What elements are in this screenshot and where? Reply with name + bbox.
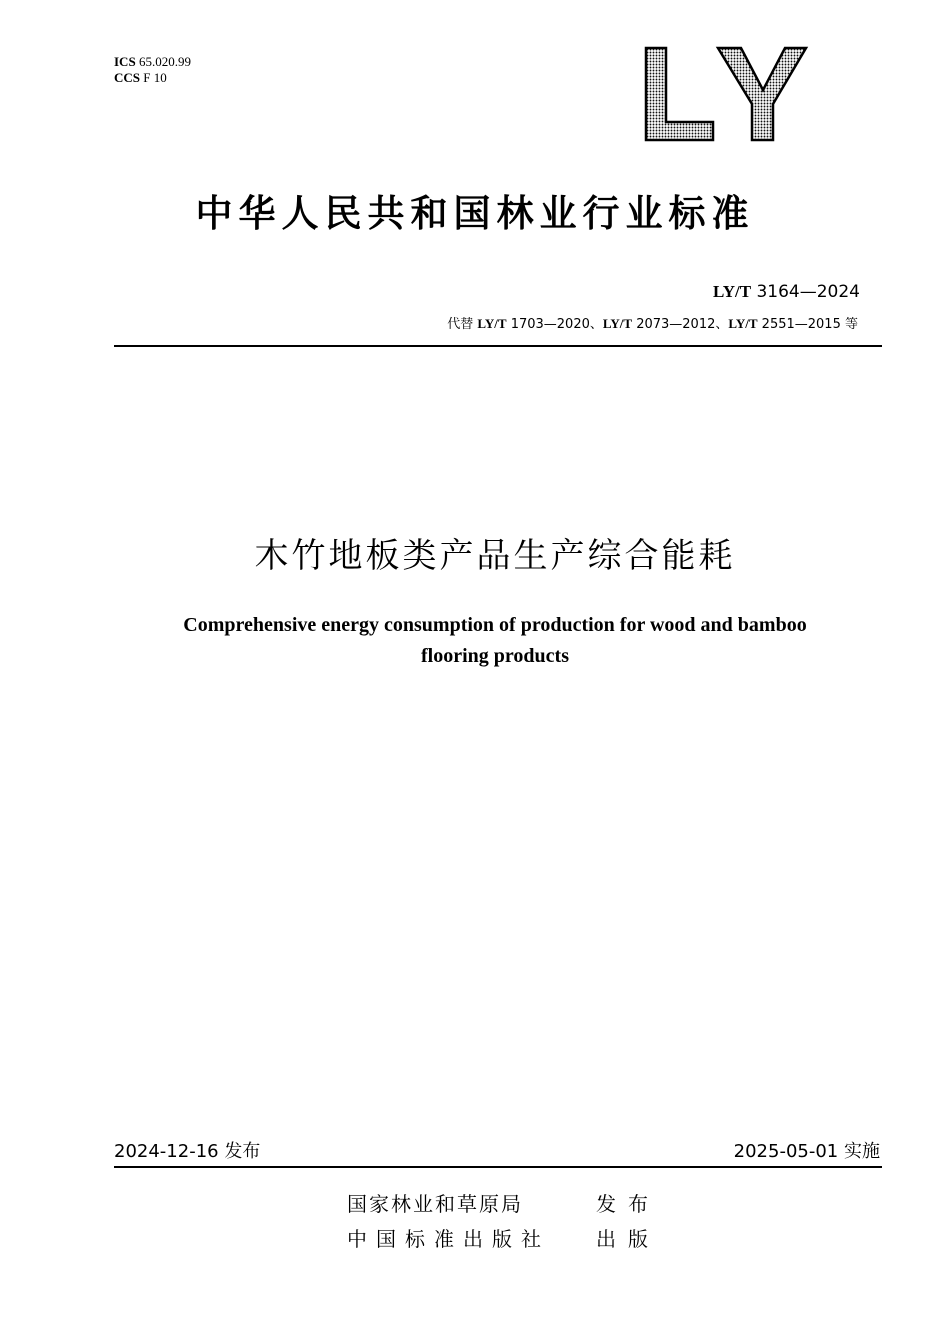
replaces-lead: 代替: [447, 317, 474, 332]
issuer-name: 国家林业和草原局: [347, 1192, 523, 1216]
ics-code: [114, 54, 191, 70]
publish-date: 2024-12-16 发布: [114, 1141, 261, 1162]
classification-codes: [114, 54, 191, 86]
ly-logo: [640, 42, 810, 144]
logo-letter-l: [646, 48, 713, 140]
ccs-value: F 10: [143, 70, 167, 85]
publisher-role: 出版: [596, 1227, 660, 1251]
issuer-role: 发布: [596, 1192, 660, 1216]
top-divider: [114, 345, 882, 347]
ics-value: 65.020.99: [138, 54, 191, 69]
ccs-code: [114, 70, 191, 86]
standard-category-title: 中华人民共和国林业行业标准: [195, 192, 755, 235]
standard-number-prefix: LY/T: [712, 282, 752, 301]
replaced-prefix: LY/T: [728, 316, 758, 331]
issuer-row: [347, 1188, 660, 1217]
publisher-name: 中国标准出版社: [347, 1227, 550, 1251]
ics-label: ICS: [114, 54, 136, 69]
title-english-line: flooring products: [421, 645, 569, 667]
standard-number: [713, 282, 860, 302]
replaced-number: 2551—2015: [761, 317, 841, 332]
standard-number-value: 3164—2024: [756, 282, 860, 302]
replaced-number: 1703—2020: [510, 317, 590, 332]
replaced-prefix: LY/T: [477, 316, 507, 331]
title-english-line: Comprehensive energy consumption of production for wood and bamboo: [183, 614, 807, 636]
replaced-number: 2073—2012: [636, 317, 716, 332]
effective-date: 2025-05-01 实施: [733, 1141, 880, 1162]
ccs-label: CCS: [114, 70, 141, 85]
replaced-separator: 、: [715, 317, 729, 332]
document-title-chinese: 木竹地板类产品生产综合能耗: [254, 536, 736, 576]
replaces-line: [447, 313, 858, 332]
document-title-english: [120, 610, 870, 672]
logo-letter-y: [718, 48, 806, 140]
replaced-prefix: LY/T: [602, 316, 633, 331]
replaces-tail: 等: [844, 317, 858, 332]
replaced-separator: 、: [589, 317, 603, 332]
bottom-divider: [114, 1166, 882, 1168]
publisher-row: [347, 1223, 660, 1252]
